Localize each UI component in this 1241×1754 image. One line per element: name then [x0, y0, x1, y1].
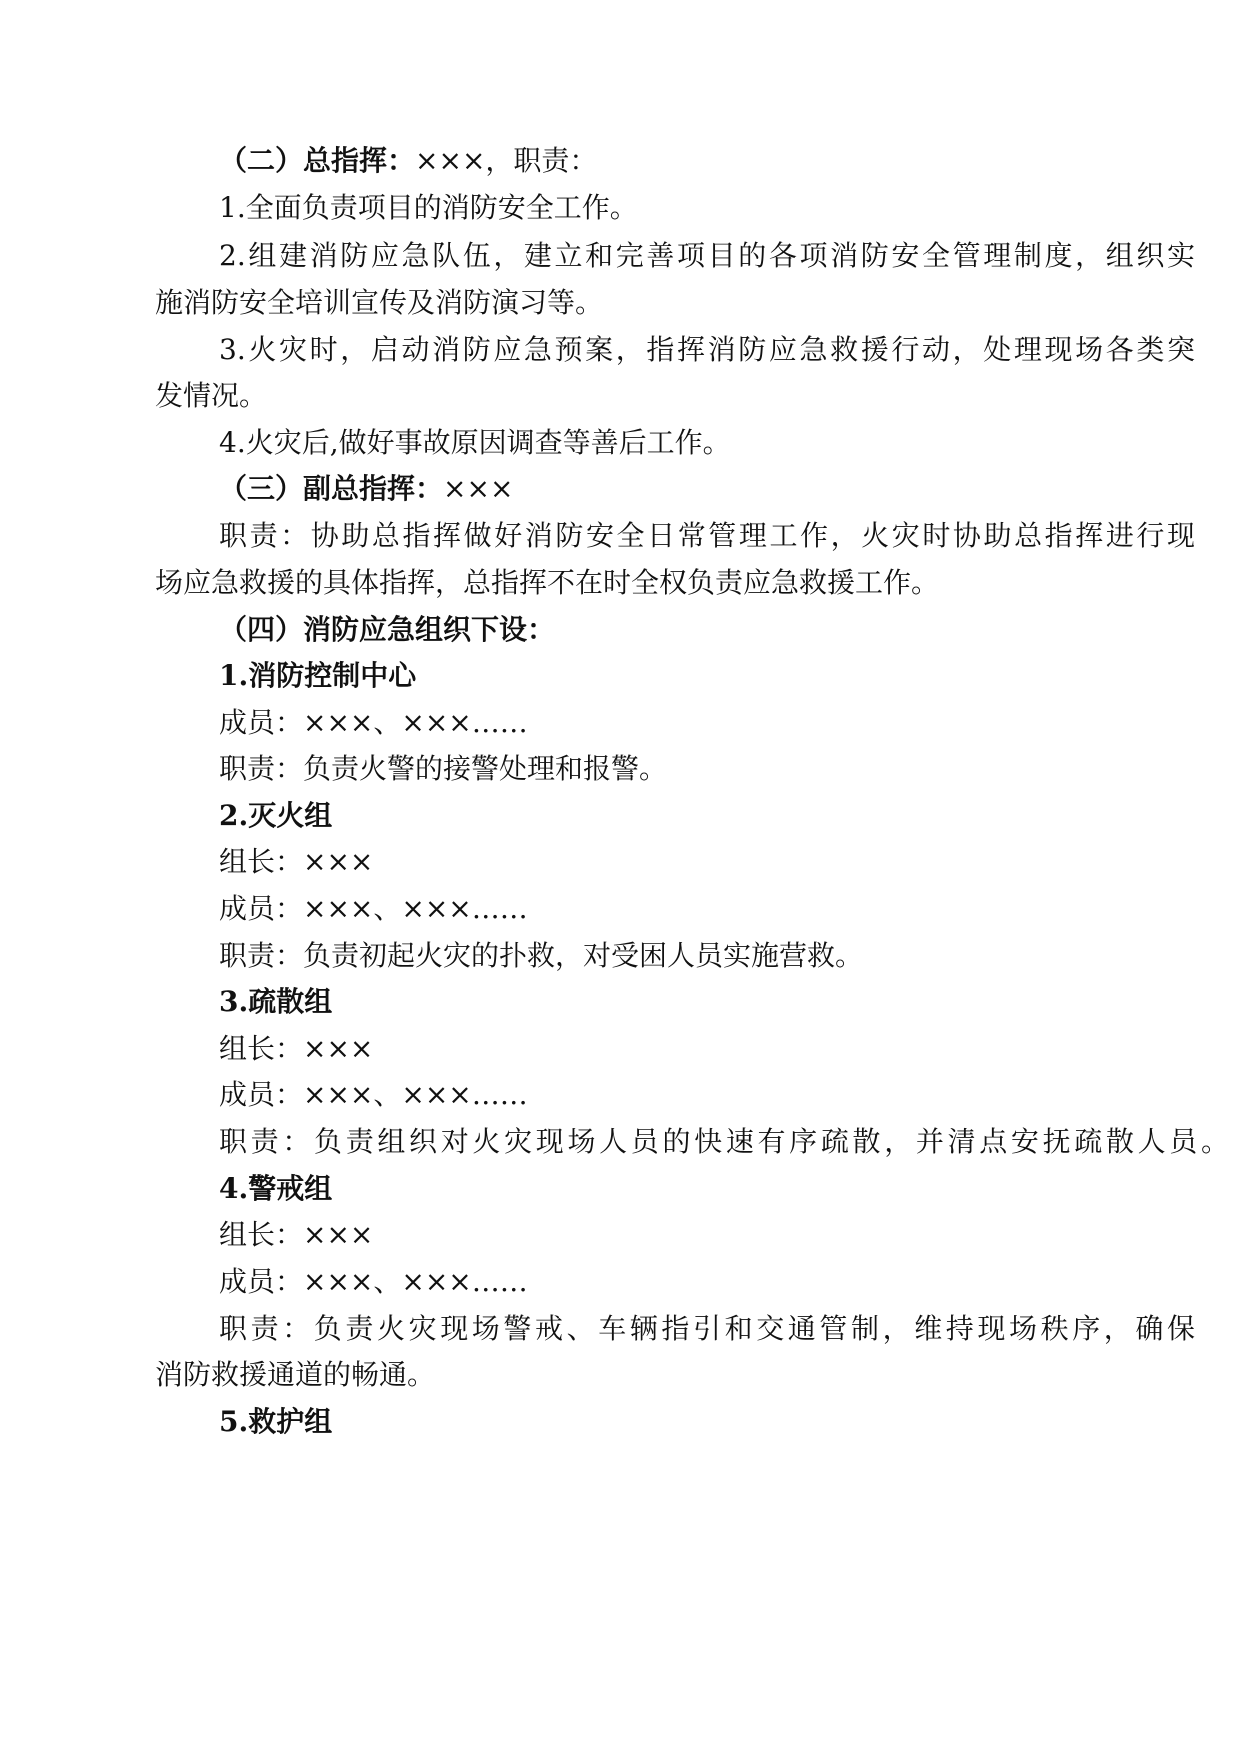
chief-heading-line [0, 143, 1241, 179]
chief-duty-4: 4.火灾后,做好事故原因调查等善后工作。 [219, 426, 731, 459]
unit-4-duty: 职责：负责火灾现场警戒、车辆指引和交通管制，维持现场秩序，确保 [219, 1312, 1195, 1345]
unit-4-title: 4.警戒组 [219, 1172, 333, 1205]
deputy-heading: （三）副总指挥： [219, 472, 444, 505]
unit-5-title: 5.救护组 [219, 1405, 333, 1438]
unit-1-title: 1.消防控制中心 [219, 659, 417, 692]
unit-3-title: 3.疏散组 [219, 985, 333, 1018]
unit-1-duty: 职责：负责火警的接警处理和报警。 [219, 752, 668, 785]
unit-2-duty: 职责：负责初起火灾的扑救，对受困人员实施营救。 [219, 939, 864, 972]
deputy-heading-line [0, 471, 1241, 507]
unit-2-members: 成员：×××、×××…… [219, 892, 528, 925]
chief-duty-2: 2.组建消防应急队伍，建立和完善项目的各项消防安全管理制度，组织实 [219, 239, 1195, 272]
unit-3-duty: 职责：负责组织对火灾现场人员的快速有序疏散，并清点安抚疏散人员。 [219, 1125, 1229, 1158]
unit-2-title: 2.灭火组 [219, 799, 333, 832]
chief-heading: （二）总指挥： [219, 144, 416, 177]
unit-4-leader: 组长：××× [219, 1218, 374, 1251]
organization-heading: （四）消防应急组织下设： [219, 613, 556, 646]
unit-3-members: 成员：×××、×××…… [219, 1078, 528, 1111]
chief-suffix: ，职责： [485, 144, 598, 177]
deputy-duty: 职责：协助总指挥做好消防安全日常管理工作，火灾时协助总指挥进行现 [219, 519, 1195, 552]
chief-duty-3-cont: 发情况。 [155, 379, 268, 412]
chief-placeholder: ××× [415, 144, 486, 177]
unit-2-leader: 组长：××× [219, 845, 374, 878]
chief-duty-2-cont: 施消防安全培训宣传及消防演习等。 [155, 286, 604, 319]
deputy-placeholder: ××× [443, 472, 514, 505]
chief-duty-3: 3.火灾时，启动消防应急预案，指挥消防应急救援行动，处理现场各类突 [219, 333, 1195, 366]
deputy-duty-cont: 场应急救援的具体指挥，总指挥不在时全权负责应急救援工作。 [155, 566, 940, 599]
chief-duty-1: 1.全面负责项目的消防安全工作。 [219, 191, 638, 224]
unit-4-duty-cont: 消防救援通道的畅通。 [155, 1358, 436, 1391]
unit-1-members: 成员：×××、×××…… [219, 706, 528, 739]
unit-3-leader: 组长：××× [219, 1032, 374, 1065]
unit-4-members: 成员：×××、×××…… [219, 1265, 528, 1298]
